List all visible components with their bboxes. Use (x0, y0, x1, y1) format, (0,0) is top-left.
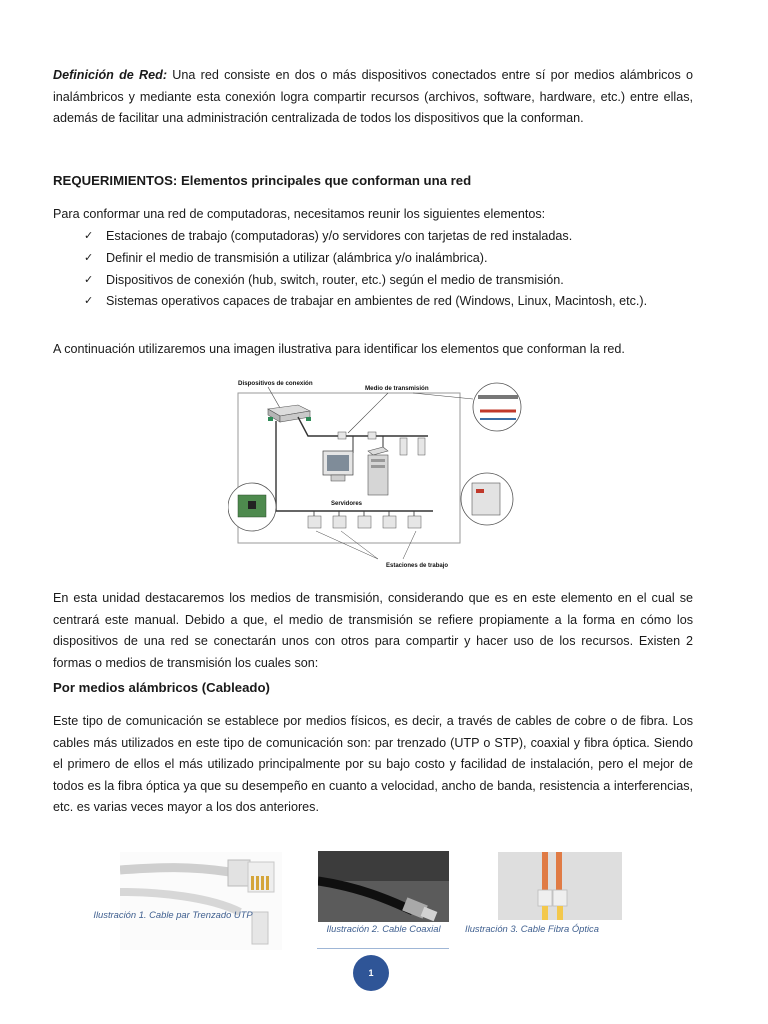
coax-cable-photo (318, 851, 449, 922)
requirements-intro: Para conformar una red de computadoras, necesitamos reunir los siguientes elementos: (53, 207, 546, 221)
wired-paragraph: Este tipo de comunicación se establece por medios físicos, es decir, a través de cables de cobre o de fibra. Los cables más utilizados en este tipo de comunicación son: par trenzado (UTP o STP), coaxial y fibra óptica. Siendo el primero de ellos el más utilizado principalmente por su bajo costo y facilidad de instalación, pero el mejor de todos es la fibra óptica ya que su desempeño en cuanto a velocidad, ancho de banda, resistencia a interferencias, etc. es varias veces mayor a los dos anteriores. (53, 714, 693, 814)
cables-zoom-icon (473, 383, 521, 431)
list-item: ✓ Sistemas operativos capaces de trabajar en ambientes de red (Windows, Linux, Macintosh, etc.). (84, 291, 724, 313)
fiber-cable-photo (498, 852, 622, 920)
caption-utp: Ilustración 1. Cable par Trenzado UTP (93, 909, 253, 920)
definition-text: Una red consiste en dos o más dispositivos conectados entre sí por medios alámbricos o inalámbricos y mediante esta conexión logra compartir recursos (archivos, software, hardware, etc.) entre ellas, además de facilitar una administración centralizada de todos los dispositivos que la conforman. (53, 68, 693, 125)
label-workstations: Estaciones de trabajo (386, 563, 449, 569)
list-item: ✓ Dispositivos de conexión (hub, switch, router, etc.) según el medio de transmisión. (84, 270, 724, 292)
network-diagram (228, 371, 524, 574)
transmission-paragraph: En esta unidad destacaremos los medios de transmisión, considerando que es en este elemento en el cual se centrará este manual. Debido a que, el medio de transmisión se refiere propiamente a la forma en cómo los dispositivos de una red se conectarán unos con otros para compartir y hacer uso de los recursos. Existen 2 formas o medios de transmisión los cuales son: (53, 591, 693, 670)
label-servers: Servidores (331, 501, 363, 507)
list-item: ✓ Definir el medio de transmisión a utilizar (alámbrica y/o inalámbrica). (84, 248, 724, 270)
cable-photos (0, 848, 768, 958)
list-item: ✓ Estaciones de trabajo (computadoras) y/o servidores con tarjetas de red instaladas. (84, 226, 724, 248)
page-number-badge: 1 (353, 955, 389, 991)
server-zoom-icon (461, 473, 513, 525)
requirements-heading: REQUERIMIENTOS: Elementos principales que conforman una red (53, 173, 472, 188)
wired-heading: Por medios alámbricos (Cableado) (53, 680, 270, 695)
caption-coax: Ilustración 2. Cable Coaxial (326, 923, 441, 934)
footer-divider (317, 948, 449, 949)
check-icon: ✓ (84, 251, 94, 264)
definition-label: Definición de Red: (53, 68, 168, 82)
definition-paragraph (53, 65, 693, 130)
requirements-list (84, 226, 724, 313)
utp-cable-photo (120, 852, 282, 950)
check-icon: ✓ (84, 273, 94, 286)
image-intro-paragraph: A continuación utilizaremos una imagen ilustrativa para identificar los elementos que conforman la red. (53, 342, 625, 356)
check-icon: ✓ (84, 295, 94, 308)
caption-fiber: Ilustración 3. Cable Fibra Óptica (465, 923, 599, 934)
label-medium: Medio de transmisión (365, 385, 429, 392)
network-card-zoom-icon (228, 483, 276, 531)
check-icon: ✓ (84, 230, 94, 242)
label-devices: Dispositivos de conexión (238, 380, 313, 387)
